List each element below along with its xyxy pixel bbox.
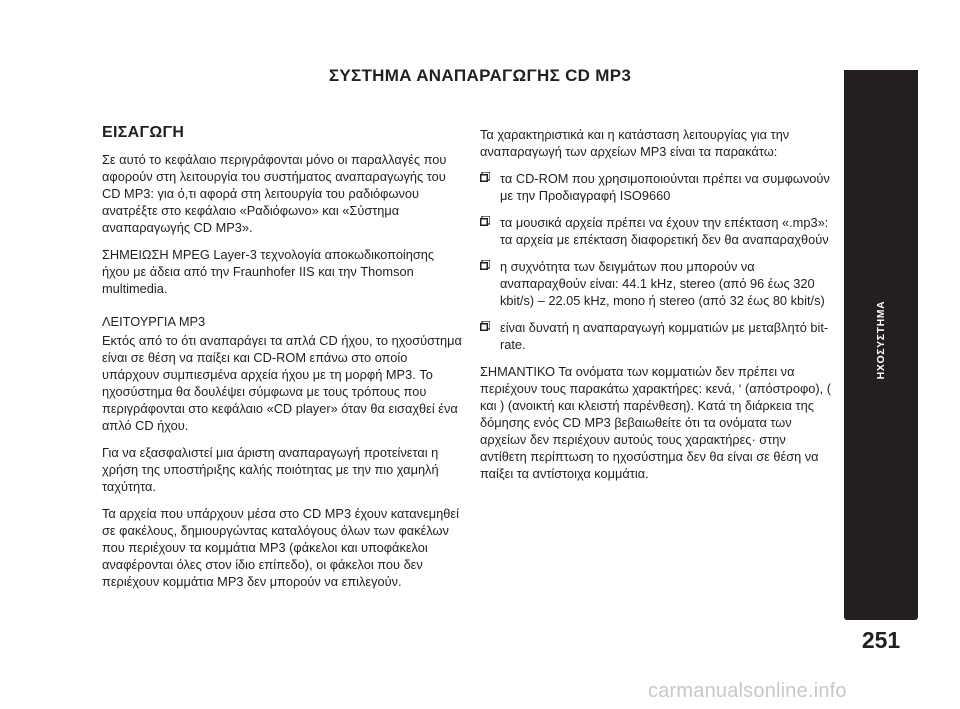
right-column	[480, 126, 835, 492]
section-heading-introduction: ΕΙΣΑΓΩΓΗ	[102, 124, 185, 141]
checkbox-bullet-icon	[480, 321, 490, 331]
watermark: carmanualsonline.info	[648, 680, 847, 702]
list-item	[480, 258, 835, 309]
side-tab-label: ΗΧΟΣΥΣΤΗΜΑ	[875, 300, 887, 380]
section-side-tab	[844, 70, 918, 620]
mp3-paragraph-2: Για να εξασφαλιστεί μια άριστη αναπαραγωγή προτείνεται η χρήση της υποστήριξης καλής ποιότητας με την πιο χαμηλή ταχύτητα.	[102, 445, 439, 494]
list-item	[480, 214, 835, 248]
features-intro: Τα χαρακτηριστικά και η κατάσταση λειτουργίας για την αναπαραγωγή των αρχείων MP3 είναι τα παρακάτω:	[480, 127, 790, 159]
list-item-text: η συχνότητα των δειγμάτων που μπορούν να αναπαραχθούν είναι: 44.1 kHz, stereo (από 96 έως 320 kbit/s) – 22.05 kHz, mono ή stereo (από 32 έως 80 kbit/s)	[500, 259, 825, 308]
page-number: 251	[861, 627, 901, 653]
list-item-text: είναι δυνατή η αναπαραγωγή κομματιών με μεταβλητό bit-rate.	[500, 320, 829, 352]
left-column	[102, 124, 464, 600]
features-list	[480, 170, 835, 353]
page-title: ΣΥΣΤΗΜΑ ΑΝΑΠΑΡΑΓΩΓΗΣ CD MP3	[328, 66, 632, 85]
intro-paragraph-2: ΣΗΜΕΙΩΣΗ MPEG Layer-3 τεχνολογία αποκωδικοποίησης ήχου με άδεια από την Fraunhofer IIS και την Thomson multimedia.	[102, 247, 435, 296]
checkbox-bullet-icon	[480, 172, 490, 182]
list-item-text: τα μουσικά αρχεία πρέπει να έχουν την επέκταση «.mp3»: τα αρχεία με επέκταση διαφορετική δεν θα αναπαραχθούν	[500, 215, 829, 247]
mp3-paragraph-3: Τα αρχεία που υπάρχουν μέσα στο CD MP3 έχουν κατανεμηθεί σε φακέλους, δημιουργώντας καταλόγους όλων των φακέλων που περιέχουν τα κομμάτια MP3 (φάκελοι και υποφάκελοι αναφέρονται όλες στον ίδιο επίπεδο), οι φάκελοι που δεν περιέχουν κομμάτια MP3 δεν μπορούν να επιλεγούν.	[102, 506, 459, 589]
checkbox-bullet-icon	[480, 216, 490, 226]
list-item-text: τα CD-ROM που χρησιμοποιούνται πρέπει να συμφωνούν με την Προδιαγραφή ISO9660	[500, 171, 830, 203]
list-item	[480, 319, 835, 353]
list-item	[480, 170, 835, 204]
intro-paragraph-1: Σε αυτό το κεφάλαιο περιγράφονται μόνο οι παραλλαγές που αφορούν στη λειτουργία του συστήματος αναπαραγωγής του CD MP3: για ό,τι αφορά στη λειτουργία του ραδιόφωνου ανατρέξτε στο κεφάλαιο «Ραδιόφωνο» και «Σύστημα αναπαραγωγής CD MP3».	[102, 152, 447, 235]
important-note: ΣΗΜΑΝΤΙΚΟ Τα ονόματα των κομματιών δεν πρέπει να περιέχουν τους παρακάτω χαρακτήρες: κενά, ‘ (απόστροφο), ( και ) (ανοικτή και κλειστή παρένθεση). Κατά τη διάρκεια της δόμησης ενός CD MP3 βεβαιωθείτε ότι τα ονόματα των αρχείων δεν περιέχουν αυτούς τους χαρακτήρες· στην αντίθετη περίπτωση το ηχοσύστημα δεν θα είναι σε θέση να παίξει τα αντίστοιχα κομμάτια.	[480, 364, 831, 481]
mp3-paragraph-1: Εκτός από το ότι αναπαράγει τα απλά CD ήχου, το ηχοσύστημα είναι σε θέση να παίξει και CD-ROM επάνω στο οποίο υπάρχουν συμπιεσμένα αρχεία ήχου με τη μορφή MP3. Το ηχοσύστημα θα δουλέψει σύμφωνα με τους τρόπους που περιγράφονται στο κεφάλαιο «CD player» όταν θα εισαχθεί ένα απλό CD ήχου.	[102, 333, 462, 433]
subheading-mp3-operation: ΛΕΙΤΟΥΡΓΙΑ MP3	[102, 314, 206, 329]
checkbox-bullet-icon	[480, 260, 490, 270]
